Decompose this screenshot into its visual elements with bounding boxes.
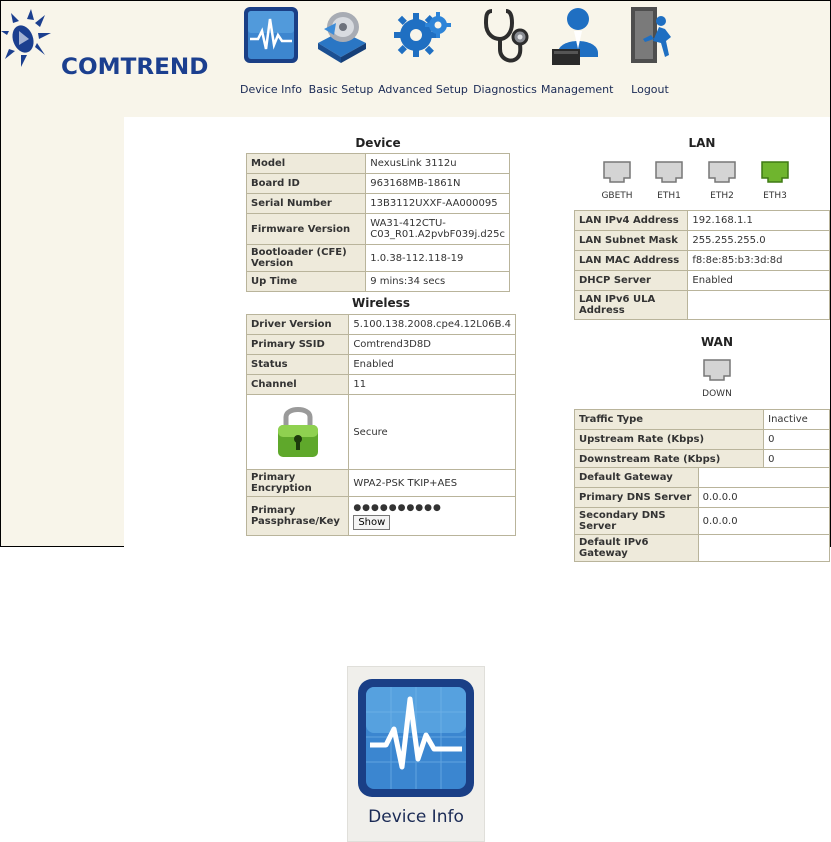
zoom-label: Device Info [368,807,464,827]
logout-icon [621,5,679,67]
table-row [247,497,516,536]
table-row [247,355,516,375]
row-value: WA31-412CTU-C03_R01.A2pvbF039j.d25c [366,214,510,245]
nav-label: Logout [631,83,669,96]
table-row [575,535,830,562]
row-key: LAN IPv6 ULA Address [575,291,688,320]
row-value: 1.0.38-112.118-19 [366,245,510,272]
row-key: Primary Passphrase/Key [247,497,349,536]
row-value: 0 [764,430,830,450]
table-row [247,214,510,245]
row-value: Enabled [349,355,516,375]
padlock-icon [274,403,322,459]
row-value: WPA2-PSK TKIP+AES [349,470,516,497]
table-row [575,410,830,430]
row-key: Primary SSID [247,335,349,355]
row-value: Inactive [764,410,830,430]
table-row [247,272,510,292]
wireless-info-table [246,314,516,536]
device-info-icon [242,5,300,67]
port-label: DOWN [702,389,732,399]
table-row [247,470,516,497]
lan-port-eth2 [702,160,742,201]
table-row [575,271,830,291]
row-value: 0.0.0.0 [698,508,829,535]
row-key: Channel [247,375,349,395]
header [1,1,830,114]
nav-advanced-setup[interactable] [378,5,468,96]
content-panel [124,117,830,559]
table-row [247,174,510,194]
ethernet-port-icon [654,160,684,184]
lan-info-table [574,210,830,320]
row-key: Primary Encryption [247,470,349,497]
row-key: LAN Subnet Mask [575,231,688,251]
table-row [247,315,516,335]
nav-label: Device Info [240,83,302,96]
table-row [247,335,516,355]
nav-basic-setup[interactable] [307,5,375,96]
port-label: ETH2 [710,191,734,201]
table-row [575,430,830,450]
passphrase-masked: ●●●●●●●●●● [353,502,442,513]
wan-section-title: WAN [700,335,734,349]
row-key: LAN IPv4 Address [575,211,688,231]
row-key: DHCP Server [575,271,688,291]
row-key: Secondary DNS Server [575,508,699,535]
row-key: Primary DNS Server [575,488,699,508]
nav-diagnostics[interactable] [472,5,538,96]
basic-setup-icon [312,5,370,67]
nav-label: Diagnostics [473,83,537,96]
table-row [575,231,830,251]
device-info-zoom [347,666,485,842]
device-info-icon [348,667,484,807]
stethoscope-icon [476,5,534,67]
lan-port-eth3 [755,160,795,201]
table-row [575,291,830,320]
row-key: Up Time [247,272,366,292]
row-key: Status [247,355,349,375]
row-key: Upstream Rate (Kbps) [575,430,764,450]
wan-dns-table [574,467,830,562]
security-status: Secure [349,395,516,470]
row-value: NexusLink 3112u [366,154,510,174]
row-value: 5.100.138.2008.cpe4.12L06B.4 [349,315,516,335]
show-passphrase-button[interactable]: Show [353,515,390,530]
port-label: ETH1 [657,191,681,201]
table-row [247,154,510,174]
nav-management[interactable] [541,5,613,96]
row-value: 963168MB-1861N [366,174,510,194]
ethernet-port-icon [602,160,632,184]
row-key: Board ID [247,174,366,194]
table-row [247,395,516,470]
row-value: 11 [349,375,516,395]
table-row [247,375,516,395]
row-key: Default IPv6 Gateway [575,535,699,562]
row-value: 9 mins:34 secs [366,272,510,292]
passphrase-cell [349,497,516,536]
ethernet-port-icon [707,160,737,184]
row-value: 0.0.0.0 [698,488,829,508]
row-key: Serial Number [247,194,366,214]
management-icon [548,5,606,67]
nav-label: Basic Setup [308,83,374,96]
row-value: 13B3112UXXF-AA000095 [366,194,510,214]
row-value: 192.168.1.1 [688,211,830,231]
advanced-setup-icon [394,5,452,67]
row-key: Driver Version [247,315,349,335]
lan-port-gbeth [597,160,637,201]
row-key: Firmware Version [247,214,366,245]
table-row [575,508,830,535]
row-value: 255.255.255.0 [688,231,830,251]
nav-logout[interactable] [619,5,681,96]
logo-burst-icon [5,9,65,79]
wan-port [697,358,737,399]
table-row [247,245,510,272]
row-key: Downstream Rate (Kbps) [575,450,764,470]
wireless-section-title: Wireless [352,296,410,310]
table-row [247,194,510,214]
wan-rate-table [574,409,830,470]
port-label: GBETH [601,191,633,201]
table-row [575,211,830,231]
row-value: f8:8e:85:b3:3d:8d [688,251,830,271]
row-value [688,291,830,320]
table-row [575,251,830,271]
brand-name: COMTREND [61,55,209,80]
device-info-table [246,153,510,292]
table-row [575,468,830,488]
comtrend-logo [5,9,220,89]
row-value [698,535,829,562]
nav-label: Advanced Setup [378,83,468,96]
row-value: 0 [764,450,830,470]
ethernet-port-active-icon [760,160,790,184]
port-label: ETH3 [763,191,787,201]
row-key: Traffic Type [575,410,764,430]
row-value [698,468,829,488]
row-value: Comtrend3D8D [349,335,516,355]
row-value: Enabled [688,271,830,291]
lan-port-eth1 [649,160,689,201]
lan-section-title: LAN [688,136,716,150]
row-key: Bootloader (CFE) Version [247,245,366,272]
row-key: Default Gateway [575,468,699,488]
device-section-title: Device [355,136,401,150]
nav-label: Management [541,83,614,96]
row-key: LAN MAC Address [575,251,688,271]
security-icon-cell [247,395,349,470]
nav-device-info[interactable] [238,5,304,96]
table-row [575,488,830,508]
ethernet-port-icon [702,358,732,382]
row-key: Model [247,154,366,174]
